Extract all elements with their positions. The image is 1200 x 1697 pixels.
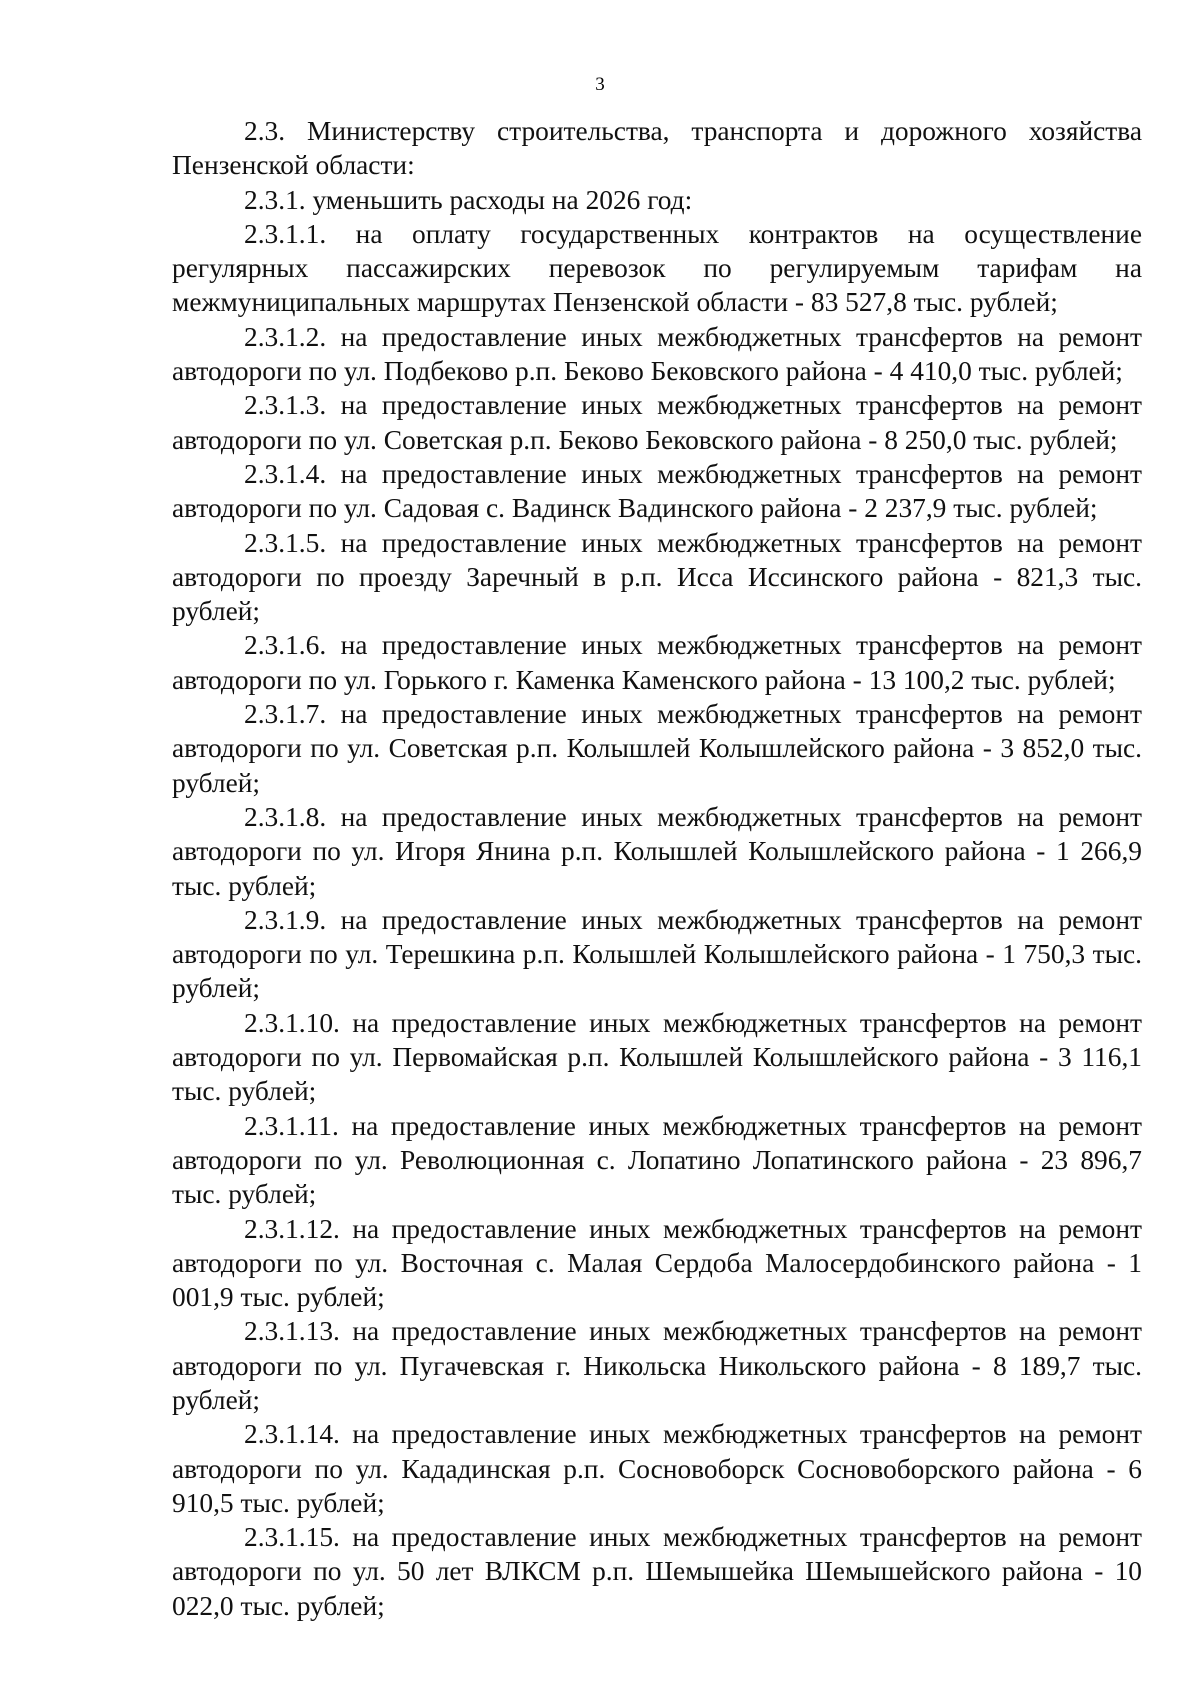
document-body <box>172 114 1142 1623</box>
paragraph-2-3-1-13: 2.3.1.13. на предоставление иных межбюджетных трансфертов на ремонт автодороги по ул. Пугачевская г. Никольска Никольского района - 8 189,7 тыс. рублей; <box>172 1316 1142 1415</box>
paragraph-2-3-1-6: 2.3.1.6. на предоставление иных межбюджетных трансфертов на ремонт автодороги по ул. Горького г. Каменка Каменского района - 13 100,2 тыс. рублей; <box>172 630 1142 695</box>
paragraph-2-3-1: 2.3.1. уменьшить расходы на 2026 год: <box>244 184 693 215</box>
paragraph-2-3-1-4: 2.3.1.4. на предоставление иных межбюджетных трансфертов на ремонт автодороги по ул. Садовая с. Вадинск Вадинского района - 2 237,9 тыс. рублей; <box>172 458 1142 524</box>
paragraph-2-3-1-9: 2.3.1.9. на предоставление иных межбюджетных трансфертов на ремонт автодороги по ул. Терешкина р.п. Колышлей Колышлейского района - 1 750,3 тыс. рублей; <box>172 904 1142 1004</box>
paragraph-2-3-1-14: 2.3.1.14. на предоставление иных межбюджетных трансфертов на ремонт автодороги по ул. Кададинская р.п. Сосновоборск Сосновоборского района - 6 910,5 тыс. рублей; <box>172 1419 1142 1518</box>
paragraph-2-3-1-2: 2.3.1.2. на предоставление иных межбюджетных трансфертов на ремонт автодороги по ул. Подбеково р.п. Беково Бековского района - 4 410,0 тыс. рублей; <box>172 321 1142 387</box>
paragraph-2-3-1-11: 2.3.1.11. на предоставление иных межбюджетных трансфертов на ремонт автодороги по ул. Революционная с. Лопатино Лопатинского района - 23 896,7 тыс. рублей; <box>172 1110 1142 1210</box>
paragraph-2-3-1-3: 2.3.1.3. на предоставление иных межбюджетных трансфертов на ремонт автодороги по ул. Советская р.п. Беково Бековского района - 8 250,0 тыс. рублей; <box>172 390 1142 455</box>
paragraph-2-3: 2.3. Министерству строительства, транспорта и дорожного хозяйства Пензенской области: <box>172 116 1142 181</box>
paragraph-2-3-1-15: 2.3.1.15. на предоставление иных межбюджетных трансфертов на ремонт автодороги по ул. 50 лет ВЛКСМ р.п. Шемышейка Шемышейского района - 10 022,0 тыс. рублей; <box>172 1522 1142 1621</box>
paragraph-2-3-1-5: 2.3.1.5. на предоставление иных межбюджетных трансфертов на ремонт автодороги по проезду Заречный в р.п. Исса Иссинского района - 821,3 тыс. рублей; <box>172 527 1142 627</box>
paragraph-2-3-1-10: 2.3.1.10. на предоставление иных межбюджетных трансфертов на ремонт автодороги по ул. Первомайская р.п. Колышлей Колышлейского района - 3 116,1 тыс. рублей; <box>172 1007 1142 1107</box>
paragraph-2-3-1-8: 2.3.1.8. на предоставление иных межбюджетных трансфертов на ремонт автодороги по ул. Игоря Янина р.п. Колышлей Колышлейского района - 1 266,9 тыс. рублей; <box>172 801 1142 901</box>
paragraph-2-3-1-12: 2.3.1.12. на предоставление иных межбюджетных трансфертов на ремонт автодороги по ул. Восточная с. Малая Сердоба Малосердобинского района - 1 001,9 тыс. рублей; <box>172 1213 1142 1313</box>
paragraph-2-3-1-1: 2.3.1.1. на оплату государственных контрактов на осуществление регулярных пассажирских перевозок по регулируемым тарифам на межмуниципальных маршрутах Пензенской области - 83 527,8 тыс. рублей; <box>172 218 1142 318</box>
paragraph-2-3-1-7: 2.3.1.7. на предоставление иных межбюджетных трансфертов на ремонт автодороги по ул. Советская р.п. Колышлей Колышлейского района - 3 852,0 тыс. рублей; <box>172 699 1142 798</box>
page-number: 3 <box>595 74 605 95</box>
